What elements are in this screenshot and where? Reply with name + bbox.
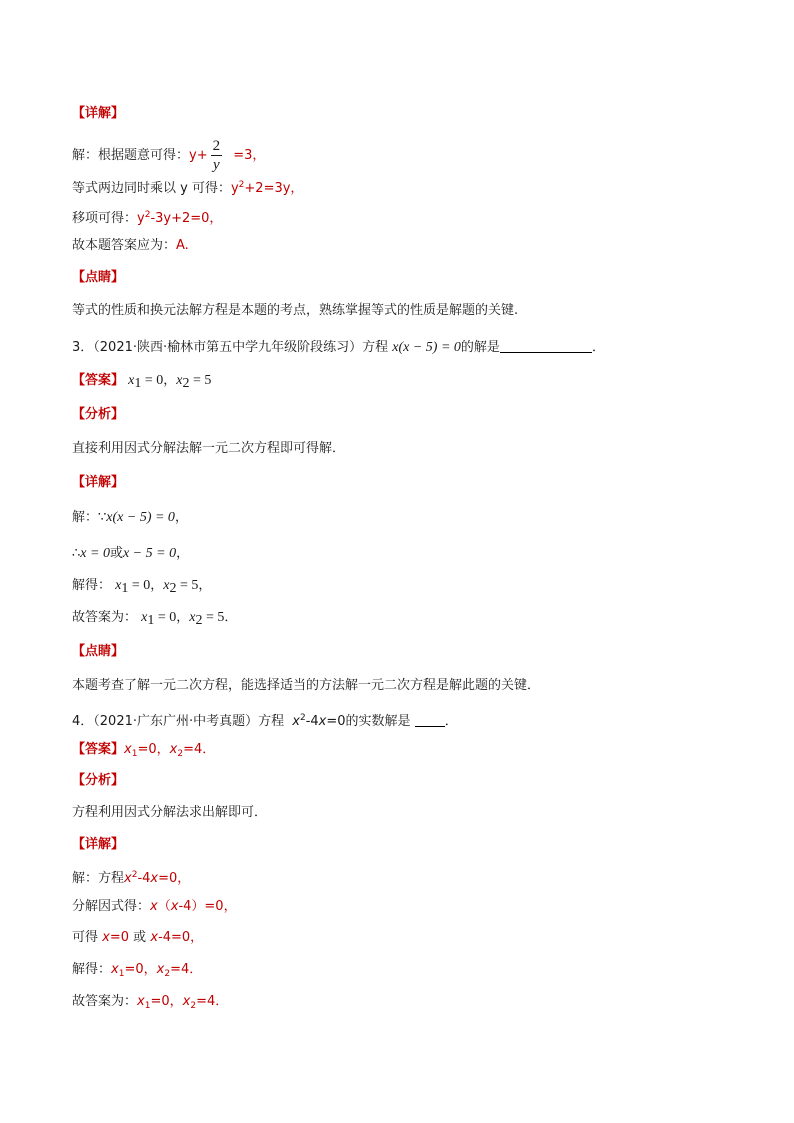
q2-step-4 [72,237,189,255]
q4-detail-1-text: 解：方程 [72,871,125,886]
q4-d5-sub1: 1 [144,1001,151,1011]
q3-ans-x2: x [176,373,183,388]
q4-d4-x1: x [111,962,119,977]
q4-stem-equation [292,714,345,729]
q4-detail-1-math [124,871,190,886]
q4-detail-2-math [150,899,237,914]
q4-d4-x2: x [156,962,165,977]
fraction-numerator: 2 [212,138,221,154]
q3-ans-comma: ， [163,373,177,388]
q3-detail-3 [72,577,211,598]
q3-detail-4-text: 故答案为： [72,610,138,625]
q4-ans-x1: x [124,742,132,757]
q3-detail-2 [72,545,189,563]
q2-step-3-math [137,211,222,226]
q3-ans-sub2: 2 [182,376,190,391]
q3-d3-sub1: 1 [121,581,129,596]
q4-d5-val1: =0， [150,994,183,1009]
q4-detail-3-text: 可得 [72,930,99,945]
q2-step-1-y: y+ [189,148,208,163]
q4-d4-sub2: 2 [164,969,171,979]
q3-detail-1-text: 解：∵ [72,510,107,525]
q3-d4-end: ． [224,610,238,625]
q4-d2-paren: （ [157,899,171,914]
q3-detail-1 [72,509,188,527]
q4-stem-eq: =0 [326,714,346,729]
q2-step-2-var: y [230,181,239,196]
q3-d4-comma: ， [176,610,190,625]
q3-detail-2-eq-a: x = 0 [80,546,110,561]
q3-detail-2-therefore: ∴ [72,546,81,561]
q4-d4-math [111,962,202,977]
q4-analysis: 方程利用因式分解法求出解即可． [72,805,268,820]
q4-d1-x: x [124,871,132,886]
detail-label-2: 【详解】 [72,475,125,490]
q4-detail-5 [72,993,228,1015]
q4-d4-val1: =0， [124,962,157,977]
analysis-label-2: 【分析】 [72,773,125,788]
q2-step-1-eq: =3， [233,148,266,163]
q2-step-3 [72,206,222,228]
q2-step-3-text: 移项可得： [72,211,138,226]
q4-d3-eq-a: =0 [109,930,130,945]
q4-d5-x1: x [137,994,145,1009]
q4-d5-sub2: 2 [190,1001,197,1011]
q3-d3-x2: x [163,578,170,593]
q3-detail-1-equation: x(x − 5) = 0 [106,510,175,525]
q4-d1-minus: -4 [137,871,151,886]
q4-stem-exp: 2 [299,713,306,723]
q3-ans-sub1: 1 [134,376,142,391]
q3-d4-val1: = 0 [154,610,177,625]
q4-detail-4-text: 解得： [72,962,112,977]
answer-blank-2 [415,726,445,727]
q2-step-1-text: 解：根据题意可得： [72,148,190,163]
answer-label-2: 【答案】 [72,742,125,757]
q3-d3-comma: ， [150,578,164,593]
q4-stem-text: 4．（2021·广东广州·中考真题）方程 [72,714,285,729]
q2-step-4-text: 故本题答案应为： [72,238,177,253]
q4-stem [72,709,458,731]
q2-answer-choice: A. [176,238,189,253]
q3-ans-val1: = 0 [141,373,164,388]
q4-d2-rest: -4）=0， [178,899,237,914]
q2-step-1 [72,137,265,174]
q2-step-3-rest: -3y+2=0， [150,211,223,226]
q3-detail-2-or: 或 [109,546,123,561]
q4-detail-1 [72,866,190,888]
q4-d5-x2: x [182,994,191,1009]
q4-d3-x-b: x [150,930,159,945]
q4-ans-sub2: 2 [177,749,184,759]
q2-step-2-rest: +2=3y， [244,181,304,196]
q4-d2-x: x [150,899,158,914]
q3-stem-text: 3．（2021·陕西·榆林市第五中学九年级阶段练习）方程 [72,340,389,355]
q3-ans-x1: x [128,373,135,388]
q3-detail-4 [72,609,237,630]
q4-d3-x-a: x [102,930,110,945]
q4-d2-x2: x [170,899,179,914]
fraction-2-over-y [211,137,223,174]
q3-d4-sub2: 2 [195,613,203,628]
q2-step-2-math [231,181,303,196]
q3-d3-val1: = 0 [128,578,151,593]
q4-stem-x: x [292,714,300,729]
q4-answer-values [124,742,215,757]
answer-label: 【答案】 [72,373,125,388]
q3-d3-x1: x [115,578,122,593]
q3-detail-1-end: ， [174,510,188,525]
q4-answer [72,741,215,763]
q2-step-3-exp: 2 [144,210,151,220]
detail-label-1: 【详解】 [72,106,125,121]
q4-detail-4 [72,961,202,983]
q4-d4-sub1: 1 [118,969,125,979]
comment-label-2: 【点睛】 [72,644,125,659]
fraction-denominator: y [213,157,220,173]
q4-stem-text-2: 的实数解是 [345,714,411,729]
q4-d3-math-b [150,930,203,945]
q4-d1-eq: =0， [158,871,191,886]
q3-d4-x1: x [141,610,148,625]
q3-stem-text-2: 的解是 [460,340,500,355]
answer-blank [500,352,592,353]
q3-detail-2-eq-b: x − 5 = 0 [122,546,177,561]
q4-detail-2-text: 分解因式得： [72,899,151,914]
q3-detail-3-text: 解得： [72,578,112,593]
q3-d4-sub1: 1 [147,613,155,628]
q4-d1-exp: 2 [131,870,138,880]
q3-stem-end: ． [591,340,605,355]
analysis-label-1: 【分析】 [72,407,125,422]
q4-stem-x2: x [318,714,327,729]
q4-stem-end: ． [444,714,458,729]
q3-ans-val2: = 5 [189,373,212,388]
q4-detail-2 [72,898,237,916]
q2-step-2-exp: 2 [238,180,245,190]
comment-label-1: 【点睛】 [72,270,125,285]
q4-d4-val2: =4． [170,962,203,977]
q4-detail-5-text: 故答案为： [72,994,138,1009]
q4-ans-sub1: 1 [131,749,138,759]
q4-d3-or: 或 [133,930,147,945]
q4-d3-math-a [102,930,129,945]
q3-d4-x2: x [189,610,196,625]
q2-comment: 等式的性质和换元法解方程是本题的考点，熟练掌握等式的性质是解题的关键. [72,303,519,318]
q3-d3-sub2: 2 [169,581,177,596]
q2-step-2 [72,176,303,198]
q3-comment: 本题考查了解一元二次方程，能选择适当的方法解一元二次方程是解此题的关键． [72,678,541,693]
q2-step-3-var: y [137,211,145,226]
q4-ans-x2: x [169,742,178,757]
q4-detail-3 [72,929,203,947]
q3-stem [72,339,605,357]
q4-d1-x2: x [150,871,159,886]
q4-stem-minus: -4 [305,714,319,729]
detail-label-3: 【详解】 [72,837,125,852]
q4-ans-val2: =4． [183,742,216,757]
q4-d3-eq-b: -4=0， [158,930,204,945]
q3-answer [72,372,211,393]
q4-d5-val2: =4． [196,994,229,1009]
q3-d3-end: ， [198,578,212,593]
q4-ans-val1: =0， [137,742,170,757]
q4-d5-math [137,994,228,1009]
q2-step-2-text: 等式两边同时乘以 y 可得： [72,181,231,196]
q3-d4-val2: = 5 [202,610,225,625]
q3-stem-equation: x(x − 5) = 0 [392,340,461,355]
q3-detail-2-end: ， [176,546,190,561]
q3-d3-val2: = 5 [176,578,199,593]
q3-analysis: 直接利用因式分解法解一元二次方程即可得解． [72,441,346,456]
